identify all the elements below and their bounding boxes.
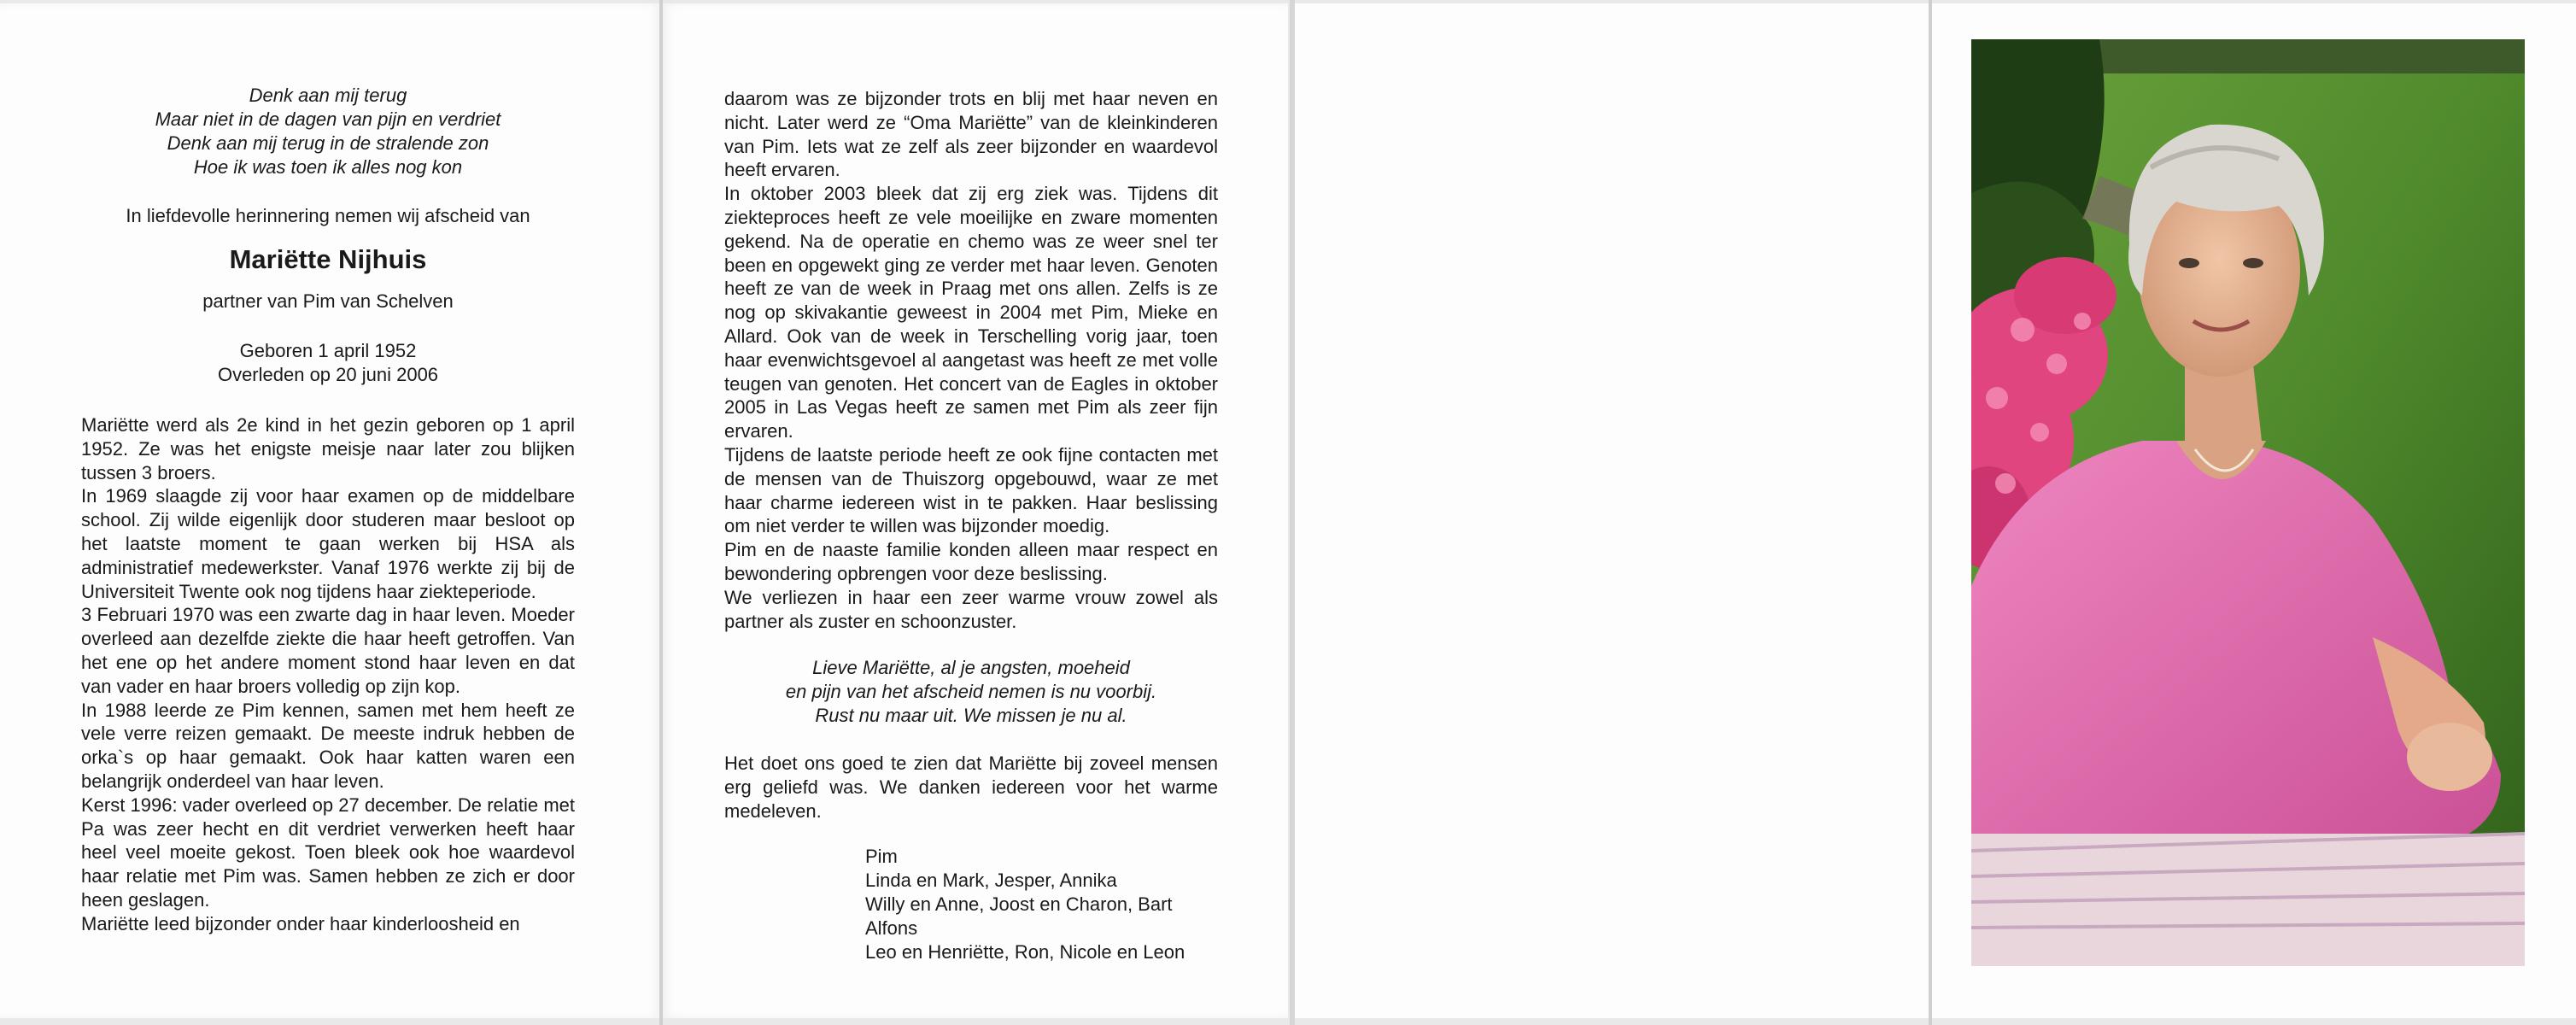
bio-paragraph: Kerst 1996: vader overleed op 27 december. De relatie met Pa was zeer hecht en dit verdriet verwerken heeft haar heel veel moeite gekost. Toen bleek ook hoe waardevol haar relatie met Pim was. Samen hebben ze zich er door heen geslagen. <box>81 794 575 911</box>
signatory: Pim <box>865 846 898 867</box>
card-page-left <box>0 3 659 1018</box>
bio-paragraph: In 1969 slaagde zij voor haar examen op de middelbare school. Zij wilde eigenlijk door studeren maar besloot op het laatste moment te gaan werken bij HSA als administratief medewerkster. Vanaf 1976 werkte zij bij de Universiteit Twente ook nog tijdens haar ziekteperiode. <box>81 485 575 602</box>
biography-part-1 <box>81 413 575 936</box>
poem-line: en pijn van het afscheid nemen is nu voorbij. <box>785 681 1157 702</box>
bio-paragraph: daarom was ze bijzonder trots en blij met haar neven en nicht. Later werd ze “Oma Mariëtte” van de kleinkinderen van Pim. Iets wat ze zelf als zeer bijzonder en waardevol heeft ervaren. <box>724 88 1218 181</box>
signatory: Willy en Anne, Joost en Charon, Bart <box>865 893 1173 915</box>
bio-paragraph: In 1988 leerde ze Pim kennen, samen met hem heeft ze vele verre reizen gemaakt. De meeste indruk hebben de orka`s op haar gemaakt. Ook haar katten waren een belangrijk onderdeel van haar leven. <box>81 699 575 792</box>
bio-paragraph: 3 Februari 1970 was een zwarte dag in haar leven. Moeder overleed aan dezelfde ziekte die haar heeft getroffen. Van het ene op het andere moment stond haar leven en dat van vader en haar broers volledig op zijn kop. <box>81 604 575 697</box>
bio-paragraph: Mariëtte werd als 2e kind in het gezin geboren op 1 april 1952. Ze was het enigste meisje naar later zou blijken tussen 3 broers. <box>81 414 575 483</box>
closing-thanks: Het doet ons goed te zien dat Mariëtte bij zoveel mensen erg geliefd was. We danken iedereen voor het warme medeleven. <box>724 753 1218 822</box>
death-date: Overleden op 20 juni 2006 <box>217 364 439 385</box>
bio-paragraph: In oktober 2003 bleek dat zij erg ziek was. Tijdens dit ziekteproces heeft ze vele moeilijke en zware momenten gekend. Na de operatie en chemo was ze weer snel ter been en opgewekt ging ze verder met haar leven. Genoten heeft ze van de week in Praag met ons allen. Zelfs is ze nog op skivakantie geweest in 2004 met Pim, Mieke en Allard. Ook van de week in Terschelling vorig jaar, toen haar evenwichtsgevoel al aangetast was heeft ze met volle teugen van genoten. Het concert van de Eagles in oktober 2005 in Las Vegas heeft ze samen met Pim als zeer fijn ervaren. <box>724 183 1218 442</box>
biography-part-2 <box>724 87 1218 633</box>
intro-line: In liefdevolle herinnering nemen wij afscheid van <box>126 205 530 226</box>
bio-paragraph: Tijdens de laatste periode heeft ze ook fijne contacten met de mensen van de Thuiszorg opgebouwd, waar ze met haar charme iedereen wist in te pakken. Haar beslissing om niet verder te willen was bijzonder moedig. <box>724 443 1218 537</box>
bio-paragraph: We verliezen in haar een zeer warme vrouw zowel als partner als zuster en schoonzuster. <box>724 586 1218 632</box>
bio-paragraph: Mariëtte leed bijzonder onder haar kinderloosheid en <box>81 912 520 934</box>
card-page-photo <box>1932 3 2576 1018</box>
signatories <box>865 845 1224 964</box>
poem-line: Rust nu maar uit. We missen je nu al. <box>815 705 1127 726</box>
bio-paragraph: Pim en de naaste familie konden alleen maar respect en bewondering opbrengen voor deze beslissing. <box>724 539 1218 584</box>
deceased-name: Mariëtte Nijhuis <box>229 244 427 274</box>
poem-line: Denk aan mij terug in de stralende zon <box>167 132 489 154</box>
life-dates <box>81 339 575 387</box>
card-page-blank <box>1295 3 1929 1018</box>
portrait-photo-icon <box>1971 39 2525 966</box>
card-page-middle <box>663 3 1288 1018</box>
signatory: Leo en Henriëtte, Ron, Nicole en Leon <box>865 941 1186 963</box>
poem-line: Denk aan mij terug <box>249 85 407 106</box>
signatory: Linda en Mark, Jesper, Annika <box>865 870 1117 891</box>
poem-line: Hoe ik was toen ik alles nog kon <box>193 156 463 178</box>
poem-line: Maar niet in de dagen van pijn en verdriet <box>155 108 501 130</box>
farewell-poem <box>724 656 1218 728</box>
signatory: Alfons <box>865 917 918 939</box>
birth-date: Geboren 1 april 1952 <box>239 340 417 361</box>
partner-line: partner van Pim van Schelven <box>202 290 454 312</box>
opening-poem <box>81 84 575 179</box>
poem-line: Lieve Mariëtte, al je angsten, moeheid <box>812 657 1130 678</box>
